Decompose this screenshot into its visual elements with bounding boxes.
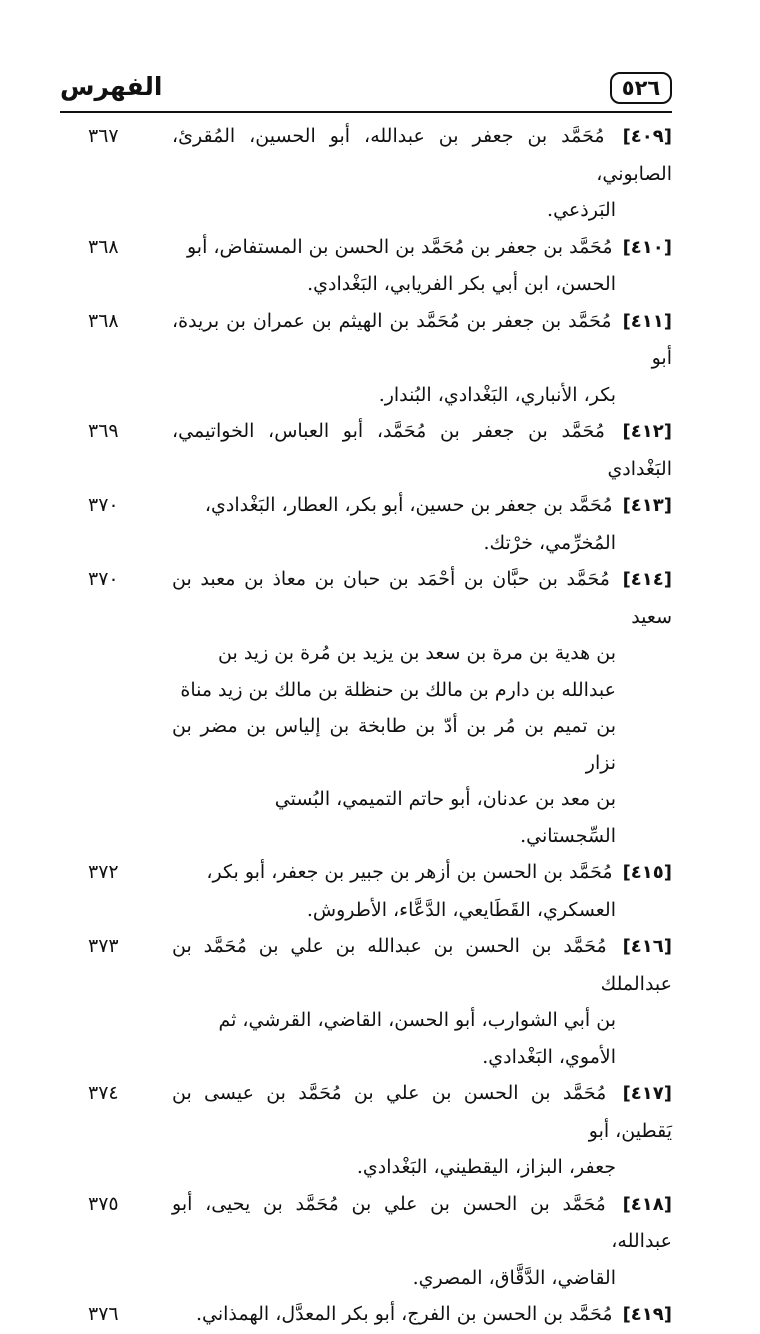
index-entry xyxy=(88,854,672,928)
entry-page-ref: ٣٦٧ xyxy=(88,125,119,147)
entry-name: مُحَمَّد بن حبَّان بن أحْمَد بن حبان بن معاذ بن معبد بن سعيد xyxy=(172,568,672,628)
entry-continuation: عبدالله بن دارم بن مالك بن حنظلة بن مالك بن زيد مناة xyxy=(180,678,616,701)
entry-page-ref: ٣٧٥ xyxy=(88,1192,119,1215)
entry-name: مُحَمَّد بن جعفر بن عبدالله، أبو الحسين، المُقرئ، الصابوني، xyxy=(172,125,672,185)
entry-continuation: بن هدية بن مرة بن سعد بن يزيد بن مُرة بن زيد بن xyxy=(218,642,616,664)
page-header xyxy=(60,66,672,110)
entry-name: مُحَمَّد بن جعفر بن حسين، أبو بكر، العطار، البَغْدادي، xyxy=(204,494,613,516)
entry-continuation: بكر، الأنباري، البَغْدادي، البُندار. xyxy=(378,383,616,406)
index-entry xyxy=(88,561,672,854)
section-title: الفهرس xyxy=(60,72,163,101)
entry-continuation: القاضي، الدَّقَّاق، المصري. xyxy=(412,1266,616,1289)
entry-continuation: السِّجستاني. xyxy=(520,824,616,847)
index-entries xyxy=(88,118,672,1334)
index-entry xyxy=(88,303,672,414)
entry-name: مُحَمَّد بن جعفر بن مُحَمَّد بن الحسن بن المستفاض، أبو xyxy=(186,235,613,258)
entry-continuation: بن أبي الشوارب، أبو الحسن، القاضي، القرشي، ثم xyxy=(218,1009,616,1031)
entry-number: [٤١٩] xyxy=(622,1304,672,1325)
index-entry xyxy=(88,413,672,487)
entry-number: [٤٠٩] xyxy=(622,126,672,147)
index-entry xyxy=(88,229,672,303)
entry-page-ref: ٣٦٩ xyxy=(88,420,119,442)
entry-name: مُحَمَّد بن جعفر بن مُحَمَّد بن الهيثم بن عمران بن بريدة، أبو xyxy=(172,309,672,369)
entry-number: [٤١٢] xyxy=(622,421,672,442)
entry-name: مُحَمَّد بن الحسن بن الفرج، أبو بكر المعدَّل، الهمذاني. xyxy=(195,1303,613,1325)
entry-continuation: المُخرِّمي، خرْتك. xyxy=(483,531,616,554)
entry-continuation: الحسن، ابن أبي بكر الفريابي، البَغْدادي. xyxy=(307,273,616,295)
entry-page-ref: ٣٧٢ xyxy=(88,861,119,883)
entry-page-ref: ٣٧٠ xyxy=(88,494,119,516)
entry-number: [٤١٣] xyxy=(622,495,672,516)
entry-number: [٤١٠] xyxy=(622,236,672,258)
entry-number: [٤١٨] xyxy=(622,1193,672,1215)
entry-continuation: جعفر، البزاز، اليقطيني، البَغْدادي. xyxy=(356,1156,616,1178)
entry-number: [٤١٦] xyxy=(622,936,672,957)
entry-number: [٤١٥] xyxy=(622,862,672,883)
entry-continuation: الأموي، البَغْدادي. xyxy=(482,1045,616,1068)
entry-name: مُحَمَّد بن الحسن بن أزهر بن جبير بن جعفر، أبو بكر، xyxy=(206,861,613,883)
entry-continuation: بن معد بن عدنان، أبو حاتم التميمي، البُستي xyxy=(274,788,616,810)
entry-number: [٤١٤] xyxy=(622,569,672,590)
entry-number: [٤١١] xyxy=(622,310,672,332)
entry-page-ref: ٣٧٤ xyxy=(88,1082,119,1104)
page-number: ٥٢٦ xyxy=(610,72,672,104)
index-entry xyxy=(88,1186,672,1297)
entry-name: مُحَمَّد بن الحسن بن عبدالله بن علي بن مُحَمَّد بن عبدالملك xyxy=(172,935,672,995)
entry-page-ref: ٣٧٣ xyxy=(88,935,119,957)
header-divider xyxy=(60,111,672,113)
entry-page-ref: ٣٦٨ xyxy=(88,235,119,258)
entry-name: مُحَمَّد بن جعفر بن مُحَمَّد، أبو العباس، الخواتيمي، البَغْدادي xyxy=(172,420,672,480)
entry-continuation: العسكري، القَطَايعي، الدَّعَّاء، الأطروش. xyxy=(306,898,616,921)
entry-name: مُحَمَّد بن الحسن بن علي بن مُحَمَّد بن يحيى، أبو عبدالله، xyxy=(172,1192,672,1252)
entry-page-ref: ٣٧٠ xyxy=(88,568,119,590)
entry-name: مُحَمَّد بن الحسن بن علي بن مُحَمَّد بن عيسى بن يَقطين، أبو xyxy=(172,1082,672,1142)
index-entry xyxy=(88,118,672,229)
entry-continuation: بن تميم بن مُر بن أدّ بن طابخة بن إلياس بن مضر بن نزار xyxy=(172,715,616,774)
entry-page-ref: ٣٦٨ xyxy=(88,309,119,332)
index-entry xyxy=(88,928,672,1075)
index-entry xyxy=(88,1075,672,1186)
index-entry xyxy=(88,487,672,561)
index-entry xyxy=(88,1296,672,1334)
entry-page-ref: ٣٧٦ xyxy=(88,1303,119,1325)
entry-continuation: البَرذعي. xyxy=(547,199,616,221)
entry-number: [٤١٧] xyxy=(622,1083,672,1104)
